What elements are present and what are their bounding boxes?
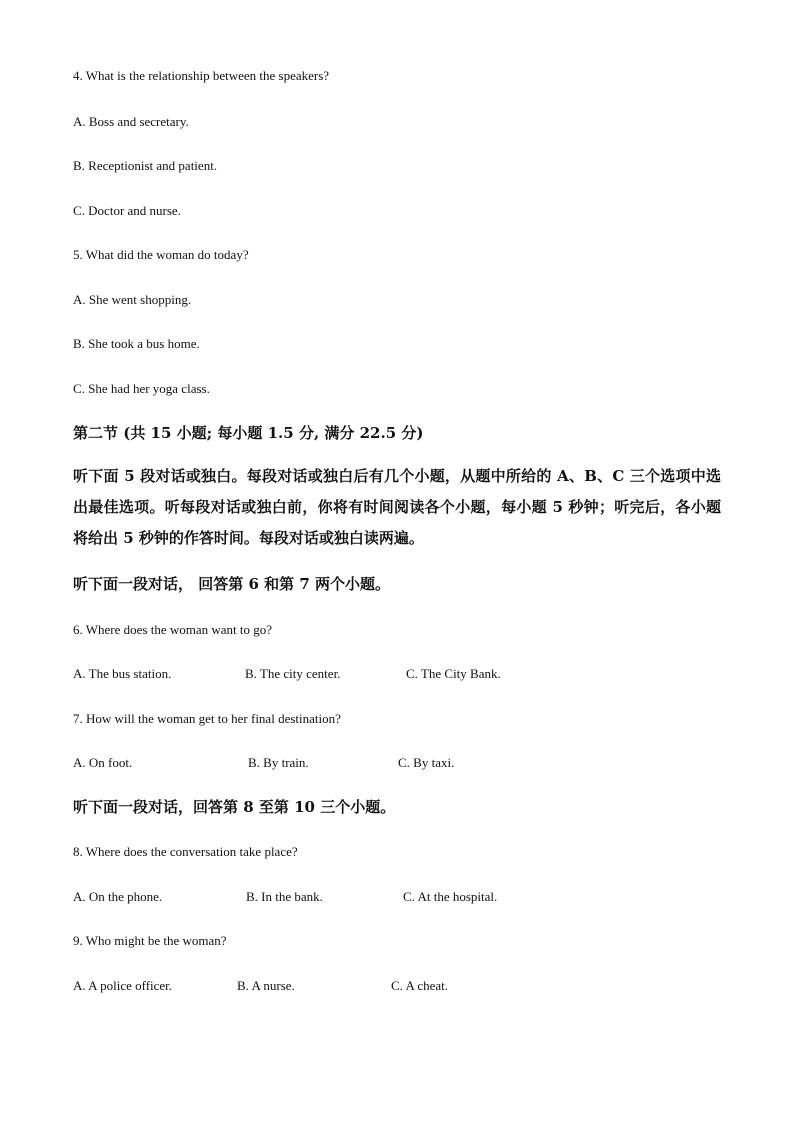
q5-option-b: B. She took a bus home. — [73, 336, 200, 351]
dialog-2-intro: 听下面一段对话，回答第 8 至第 10 三个小题。 — [73, 798, 396, 816]
q7-option-c: C. By taxi. — [398, 755, 455, 770]
q8-option-c: C. At the hospital. — [403, 889, 498, 904]
q8-option-b: B. In the bank. — [246, 889, 323, 904]
question-7: 7. How will the woman get to her final destination? — [73, 711, 341, 726]
question-4: 4. What is the relationship between the speakers? — [73, 68, 330, 83]
q9-option-c: C. A cheat. — [391, 978, 449, 993]
q6-option-a: A. The bus station. — [73, 666, 172, 681]
q9-option-a: A. A police officer. — [73, 978, 173, 993]
q4-option-c: C. Doctor and nurse. — [73, 203, 181, 218]
q5-option-a: A. She went shopping. — [73, 292, 192, 307]
q4-option-b: B. Receptionist and patient. — [73, 158, 218, 173]
question-5: 5. What did the woman do today? — [73, 247, 249, 262]
q6-option-c: C. The City Bank. — [406, 666, 501, 681]
q7-option-b: B. By train. — [248, 755, 309, 770]
q7-option-a: A. On foot. — [73, 755, 133, 770]
q6-option-b: B. The city center. — [245, 666, 341, 681]
q5-option-c: C. She had her yoga class. — [73, 381, 210, 396]
question-8: 8. Where does the conversation take place? — [73, 844, 298, 859]
q4-option-a: A. Boss and secretary. — [73, 114, 189, 129]
q8-option-a: A. On the phone. — [73, 889, 163, 904]
dialog-1-intro: 听下面一段对话， 回答第 6 和第 7 两个小题。 — [73, 575, 390, 593]
section-2-title: 第二节 (共 15 小题; 每小题 1.5 分, 满分 22.5 分) — [73, 424, 424, 442]
section-2-instructions: 听下面 5 段对话或独白。每段对话或独白后有几个小题，从题中所给的 A、B、C 三个选项中选出最佳选项。听每段对话或独白前，你将有时间阅读各个小题，每小题 5 秒钟；听完后，各小题将给出 5 秒钟的作答时间。每段对话或独白读两遍。 — [73, 467, 721, 547]
q9-option-b: B. A nurse. — [237, 978, 295, 993]
question-6: 6. Where does the woman want to go? — [73, 622, 273, 637]
question-9: 9. Who might be the woman? — [73, 933, 227, 948]
